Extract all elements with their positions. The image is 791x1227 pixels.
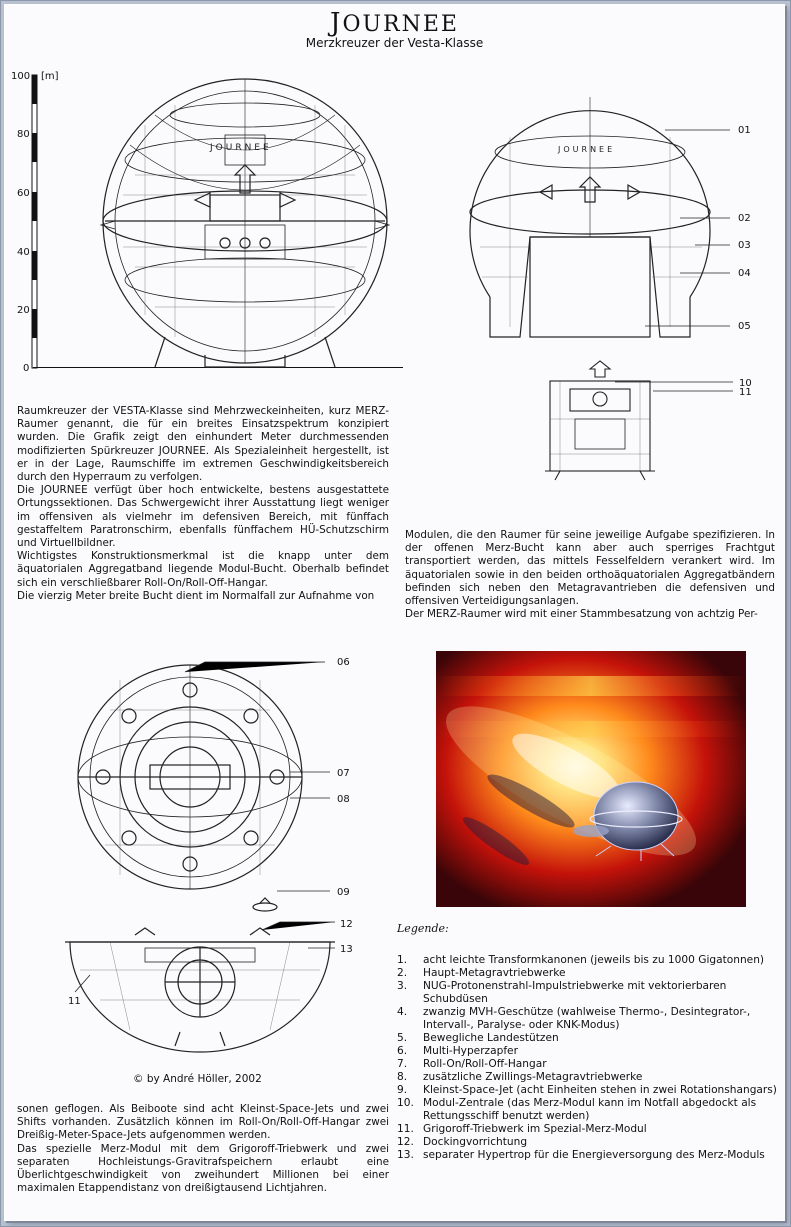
sphere-front-view xyxy=(95,75,395,367)
legend-item-6: 6. Multi-Hyperzapfer xyxy=(397,1045,518,1057)
merz-module-view xyxy=(535,359,785,484)
sphere-top-view xyxy=(65,650,385,920)
legend-item-7: 7. Roll-On/Roll-Off-Hangar xyxy=(397,1058,547,1070)
legend-item-12: 12. Dockingvorrichtung xyxy=(397,1136,528,1148)
sphere-open-bay-view xyxy=(470,97,785,357)
legend-item-3: 3. NUG-Protonenstrahl-Impulstriebwerke mit vektorierbaren Schubdüsen xyxy=(397,980,727,1005)
scale-tick-40: 40 xyxy=(17,247,30,258)
callout-12: 12 xyxy=(340,919,353,930)
title-initial: J xyxy=(330,8,343,38)
body-text-left xyxy=(17,405,389,603)
callout-13: 13 xyxy=(340,944,353,955)
scale-tick-60: 60 xyxy=(17,188,30,199)
legend-item-1: 1. acht leichte Transformkanonen (jeweils bis zu 1000 Gigatonnen) xyxy=(397,954,765,966)
galaxy-spaceship-image xyxy=(436,651,746,907)
callout-07: 07 xyxy=(337,768,350,779)
scale-tick-100: 100 xyxy=(11,71,31,82)
scale-tick-80: 80 xyxy=(17,129,30,140)
hull-name-label: JOURNEE xyxy=(210,143,272,153)
callout-05: 05 xyxy=(738,321,751,332)
scale-tick-0: 0 xyxy=(23,363,30,374)
callout-02: 02 xyxy=(738,213,751,224)
legend-heading: Legende: xyxy=(397,922,449,935)
callout-06: 06 xyxy=(337,657,350,668)
callout-08: 08 xyxy=(337,794,350,805)
paragraph-2: Die JOURNEE verfügt über hoch entwickelte, bestens ausgestattete Ortungssektionen. Das Schwergewicht ihrer Ausstattung liegt weniger im offensiven als vielmehr im defensiven Bereich, mit fünffach gestaffeltem Paratronschirm, ebenfalls fünffachem HÜ-Schutzschirm und Virtuellbildner. xyxy=(17,484,389,550)
scale-tick-20: 20 xyxy=(17,305,30,316)
legend-item-8: 8. zusätzliche Zwillings-Metagravtriebwerke xyxy=(397,1071,643,1083)
page xyxy=(4,4,785,1221)
legend-item-13: 13. separater Hypertrop für die Energieversorgung des Merz-Moduls xyxy=(397,1149,765,1161)
callout-09: 09 xyxy=(337,887,350,898)
hull-name-label-2: JOURNEE xyxy=(558,145,616,154)
legend-list xyxy=(397,954,777,1162)
legend-item-4: 4. zwanzig MVH-Geschütze (wahlweise Thermo-, Desintegrator-, Intervall-, Paralyse- oder KNK-Modus) xyxy=(397,1006,751,1031)
legend-item-10: 10. Modul-Zentrale (das Merz-Modul kann im Notfall abgedockt als Rettungsschiff benutzt werden) xyxy=(397,1097,757,1122)
body-text-bottom xyxy=(17,1103,389,1195)
copyright: © by André Höller, 2002 xyxy=(133,1073,262,1085)
callout-01: 01 xyxy=(738,125,751,136)
paragraph-4: Die vierzig Meter breite Bucht dient im Normalfall zur Aufnahme von xyxy=(17,589,375,602)
page-subtitle: Merzkreuzer der Vesta-Klasse xyxy=(305,36,484,50)
scale-bar xyxy=(32,75,37,368)
callout-03: 03 xyxy=(738,240,751,251)
legend-item-11: 11. Grigoroff-Triebwerk im Spezial-Merz-Modul xyxy=(397,1123,647,1135)
merz-module-section xyxy=(50,920,370,1060)
paragraph-1: Raumkreuzer der VESTA-Klasse sind Mehrzweckeinheiten, kurz MERZ-Raumer genannt, die für ein breites Einsatzspektrum konzipiert wurden. Die Grafik zeigt den einhundert Meter durchmessenden modifizierten Spürkreuzer JOURNEE. Als Spezialeinheit hergestellt, ist er in der Lage, Raumschiffe im extremen Geschwindigkeitsbereich durch den Hyperraum zu verfolgen. xyxy=(17,405,389,484)
paragraph-8: Das spezielle Merz-Modul mit dem Grigoroff-Triebwerk und zwei separaten Hochleistungs-Gravitrafspeichern erlaubt eine Überlichtgeschwindigkeit von zweihundert Millionen bei einer maximalen Etappendistanz von dreißigtausend Lichtjahren. xyxy=(17,1142,389,1195)
scale-unit: [m] xyxy=(41,71,59,82)
body-text-right xyxy=(405,529,775,621)
callout-11b: 11 xyxy=(68,996,81,1007)
page-title xyxy=(5,8,784,38)
title-rest: OURNEE xyxy=(342,12,459,37)
legend-item-2: 2. Haupt-Metagravtriebwerke xyxy=(397,967,566,979)
paragraph-6: Der MERZ-Raumer wird mit einer Stammbesatzung von achtzig Per- xyxy=(405,608,758,621)
paragraph-3: Wichtigstes Konstruktionsmerkmal ist die knapp unter dem äquatorialen Aggregatband liegende Modul-Bucht. Oberhalb befindet sich ein verschließbarer Roll-On/Roll-Off-Hangar. xyxy=(17,550,389,589)
paragraph-7: sonen geflogen. Als Beiboote sind acht Kleinst-Space-Jets und zwei Shifts vorhanden. Zusätzlich können im Roll-On/Roll-Off-Hangar zwei Dreißig-Meter-Space-Jets aufgenommen werden. xyxy=(17,1103,389,1142)
legend-item-9: 9. Kleinst-Space-Jet (acht Einheiten stehen in zwei Rotationshangars) xyxy=(397,1084,777,1096)
paragraph-5: Modulen, die den Raumer für seine jeweilige Aufgabe spezifizieren. In der offenen Merz-Bucht kann aber auch sperriges Frachtgut transportiert werden, das mittels Fesselfeldern verankert wird. Im äquatorialen sowie in den beiden orthoäquatorialen Aggregatbändern befinden sich neben den Metagravantrieben die defensiven und offensiven Verteidigungsanlagen. xyxy=(405,529,775,608)
callout-10: 10 xyxy=(739,378,752,389)
callout-11: 11 xyxy=(739,387,752,398)
legend-item-5: 5. Bewegliche Landestützen xyxy=(397,1032,559,1044)
callout-04: 04 xyxy=(738,268,751,279)
scale-ruler xyxy=(5,65,59,375)
